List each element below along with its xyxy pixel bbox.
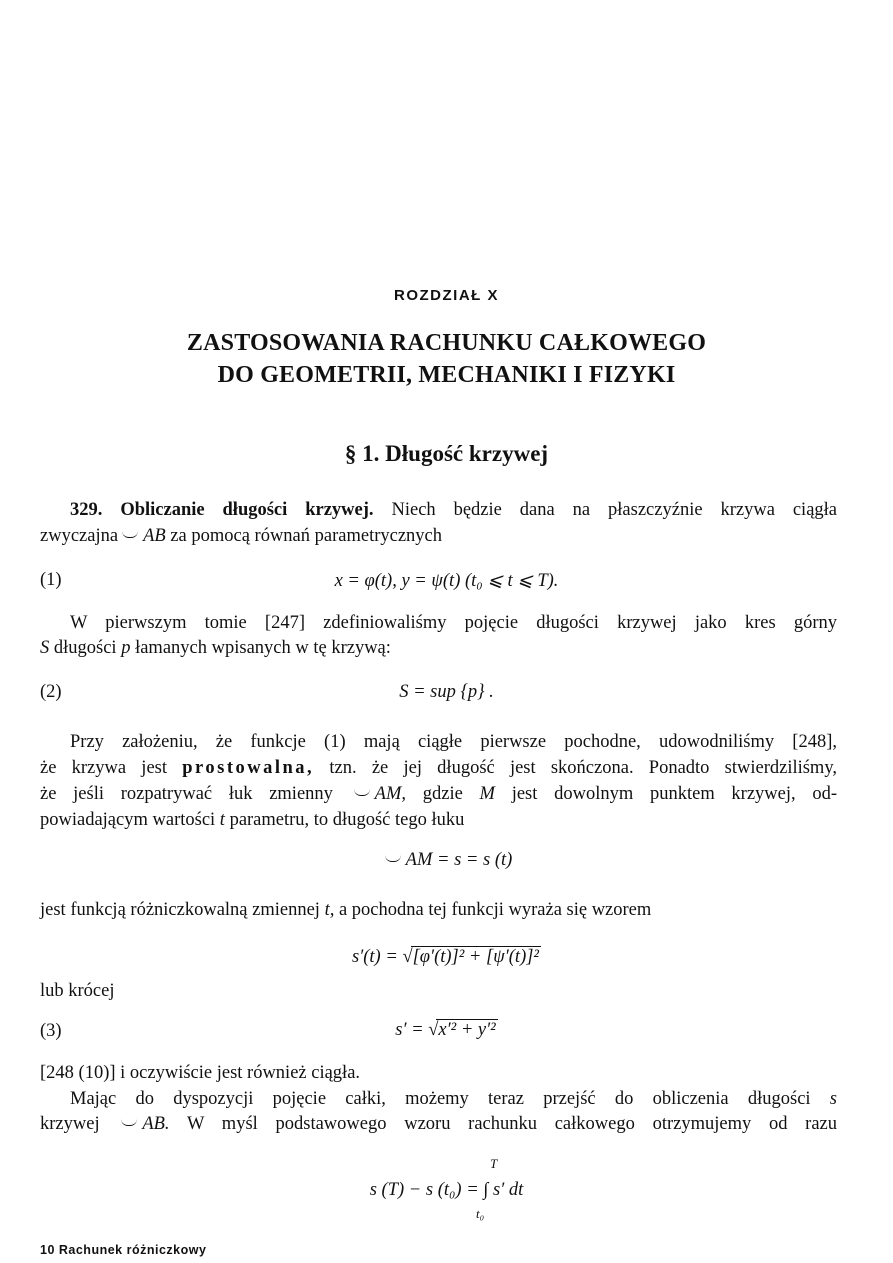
para3-line4-text-a: powiadającym wartości	[40, 810, 216, 830]
arc-symbol-icon	[121, 1119, 137, 1126]
chapter-title-line-1: ZASTOSOWANIA RACHUNKU CAŁKOWEGO	[186, 330, 707, 356]
para3-line2	[40, 756, 837, 780]
para3-line2-text-a: że krzywa jest	[40, 758, 167, 778]
para1-line2	[40, 524, 837, 548]
integral-lower-limit: t₀	[476, 1206, 485, 1221]
arc-am: AM,	[374, 784, 406, 804]
para3-line3-text-b: gdzie	[422, 784, 463, 804]
sqrt-icon: √	[428, 1020, 439, 1040]
para7-line2	[40, 1112, 837, 1136]
para1-line1-text: Niech będzie dana na płaszczyźnie krzywa ciągła	[391, 500, 838, 520]
symbol-s: s	[829, 1089, 837, 1109]
symbol-t: t,	[324, 900, 335, 920]
equation-derivative	[0, 946, 893, 968]
equation-derivative-lhs: s′(t) =	[352, 947, 403, 967]
equation-arc-am	[0, 850, 893, 871]
para1-line1	[70, 498, 837, 522]
arc-symbol-icon	[122, 531, 138, 538]
para7-line1	[70, 1087, 837, 1111]
para3-line4-text-b: parametru, to długość tego łuku	[229, 810, 465, 830]
integral-upper-limit: T	[490, 1156, 498, 1171]
para-number: 329.	[70, 500, 103, 520]
arc-symbol-icon	[385, 855, 401, 862]
para7-line1-text-a: Mając do dyspozycji pojęcie całki, możemy teraz przejść do obliczenia długości	[70, 1089, 811, 1109]
chapter-title-line-2: DO GEOMETRII, MECHANIKI I FIZYKI	[217, 362, 676, 388]
equation-3-lhs: s′ =	[395, 1020, 429, 1040]
equation-3-radicand: x′² + y′²	[438, 1020, 496, 1040]
arc-ab: AB.	[142, 1114, 170, 1134]
equation-integral: s (T) − s (t₀) = ∫ s′ dt	[369, 1180, 524, 1200]
equation-derivative-radicand: [φ′(t)]² + [ψ′(t)]²	[412, 947, 539, 967]
symbol-S: S	[40, 638, 50, 658]
equation-3	[0, 1019, 893, 1041]
equation-arc-am-text: AM = s = s (t)	[405, 850, 513, 870]
equation-number-2: (2)	[40, 682, 62, 702]
equation-2: S = sup {p} .	[399, 682, 494, 702]
para2-line2	[40, 636, 837, 660]
sqrt-icon: √	[402, 947, 413, 967]
symbol-M: M	[479, 784, 495, 804]
para1-line2-text-a: zwyczajna	[40, 526, 119, 546]
para3-line2-text-b: tzn. że jej długość jest skończona. Ponadto stwierdziliśmy,	[329, 758, 837, 778]
para2-line2-text-a: długości	[53, 638, 117, 658]
para3-line1: Przy założeniu, że funkcje (1) mają ciągłe pierwsze pochodne, udowodniliśmy [248],	[70, 732, 837, 752]
arc-symbol-icon	[354, 789, 370, 796]
para3-line3-text-a: że jeśli rozpatrywać łuk zmienny	[40, 784, 333, 804]
para1-line2-text-b: za pomocą równań parametrycznych	[170, 526, 443, 546]
para6-line: [248 (10)] i oczywiście jest również ciągła.	[40, 1063, 361, 1083]
equation-number-3: (3)	[40, 1021, 62, 1041]
para3-line4	[40, 808, 837, 832]
chapter-label: ROZDZIAŁ X	[394, 287, 499, 304]
page-footer: 10 Rachunek różniczkowy	[40, 1243, 207, 1257]
para4-line1-text-b: a pochodna tej funkcji wyraża się wzorem	[338, 900, 652, 920]
equation-number-1: (1)	[40, 570, 62, 590]
para2-line2-text-b: łamanych wpisanych w tę krzywą:	[135, 638, 391, 658]
para7-line2-text-a: krzywej	[40, 1114, 100, 1134]
symbol-t: t	[219, 810, 225, 830]
para5-line: lub krócej	[40, 981, 115, 1001]
section-title: § 1. Długość krzywej	[344, 441, 549, 466]
symbol-p: p	[121, 638, 131, 658]
para2-line1: W pierwszym tomie [247] zdefiniowaliśmy pojęcie długości krzywej jako kres górny	[70, 613, 837, 633]
para3-line3	[40, 782, 837, 806]
para4-line1-text-a: jest funkcją różniczkowalną zmiennej	[40, 900, 320, 920]
arc-ab: AB	[143, 526, 166, 546]
para-heading: Obliczanie długości krzywej.	[120, 500, 374, 520]
term-prostowalna: prostowalna,	[182, 758, 315, 778]
para3-line3-text-c: jest dowolnym punktem krzywej, od-	[511, 784, 838, 804]
para4-line1	[40, 898, 837, 922]
para7-line2-text-b: W myśl podstawowego wzoru rachunku całkowego otrzymujemy od razu	[186, 1114, 838, 1134]
equation-1: x = φ(t), y = ψ(t) (t₀ ⩽ t ⩽ T).	[334, 571, 559, 591]
